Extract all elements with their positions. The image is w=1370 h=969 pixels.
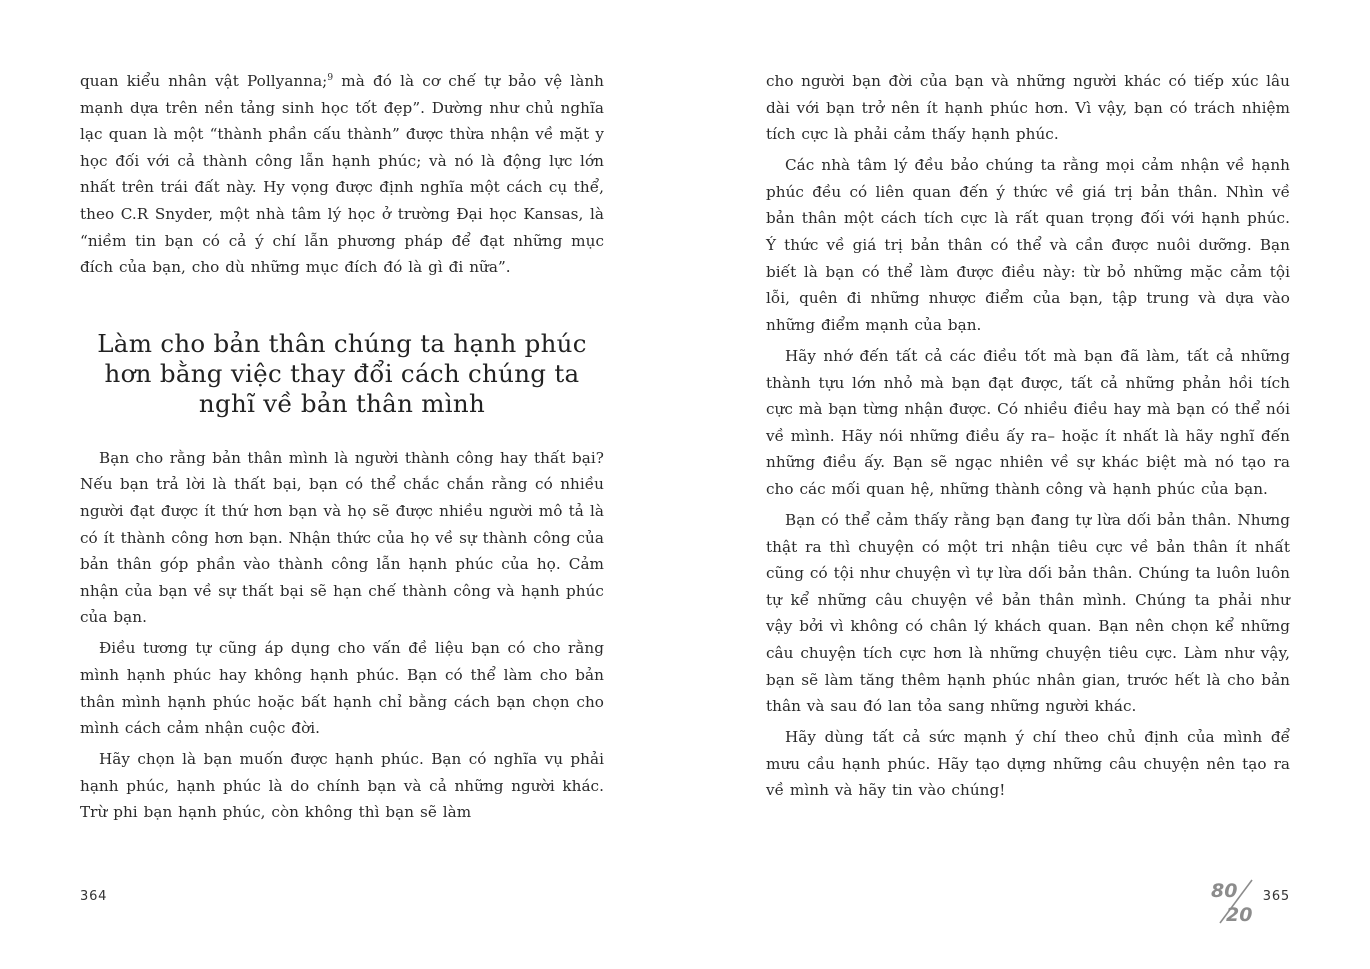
page-number-left: 364 [80, 889, 108, 904]
paragraph-text: quan kiểu nhân vật Pollyanna; [80, 72, 328, 90]
body-paragraph: Bạn có thể cảm thấy rằng bạn đang tự lừa dối bản thân. Nhưng thật ra thì chuyện có một tri nhận tiêu cực về bản thân ít nhất cũng có tội như chuyện vì tự lừa dối bản thân. Chúng ta luôn luôn tự kể những câu chuyện về bản thân mình. Chúng ta phải như vậy bởi vì không có chân lý khách quan. Bạn nên chọn kể những câu chuyện tích cực hơn là những chuyện tiêu cực. Làm như vậy, bạn sẽ làm tăng thêm hạnh phúc nhân gian, trước hết là cho bản thân và sau đó lan tỏa sang những người khác. [766, 511, 1290, 716]
section-heading: Làm cho bản thân chúng ta hạnh phúc hơn bằng việc thay đổi cách chúng ta nghĩ về bản thân mình [97, 328, 587, 418]
continuation-paragraph [80, 68, 604, 281]
body-paragraph: Điều tương tự cũng áp dụng cho vấn đề liệu bạn có cho rằng mình hạnh phúc hay không hạnh phúc. Bạn có thể làm cho bản thân mình hạnh phúc hoặc bất hạnh chỉ bằng cách bạn chọn cho mình cách cảm nhận cuộc đời. [80, 639, 604, 738]
footnote-marker[interactable]: 9 [327, 72, 334, 83]
logo-bottom-text: 20 [1226, 904, 1253, 925]
page-number-right: 365 [1262, 889, 1290, 904]
continuation-paragraph: cho người bạn đời của bạn và những người khác có tiếp xúc lâu dài với bạn trở nên ít hạnh phúc hơn. Vì vậy, bạn có trách nhiệm tích cực là phải cảm thấy hạnh phúc. [766, 72, 1290, 144]
left-page-content [80, 68, 604, 831]
right-page [766, 0, 1290, 969]
body-paragraph: Hãy dùng tất cả sức mạnh ý chí theo chủ định của mình để mưu cầu hạnh phúc. Hãy tạo dựng những câu chuyện nên tạo ra về mình và hãy tin vào chúng! [766, 728, 1290, 800]
paragraph-text: mà đó là cơ chế tự bảo vệ lành mạnh dựa trên nền tảng sinh học tốt đẹp”. Dường như chủ nghĩa lạc quan là một “thành phần cấu thành” được thừa nhận về mặt y học đối với cả thành công lẫn hạnh phúc; và nó là động lực lớn nhất trên trái đất này. Hy vọng được định nghĩa một cách cụ thể, theo C.R Snyder, một nhà tâm lý học ở trường Đại học Kansas, là “niềm tin bạn có cả ý chí lẫn phương pháp để đạt những mục đích của bạn, cho dù những mục đích đó là gì đi nữa”. [80, 72, 604, 277]
logo-top-text: 80 [1211, 880, 1238, 902]
left-page [80, 0, 604, 969]
body-paragraph: Các nhà tâm lý đều bảo chúng ta rằng mọi cảm nhận về hạnh phúc đều có liên quan đến ý thức về giá trị bản thân. Nhìn về bản thân một cách tích cực là rất quan trọng đối với hạnh phúc. Ý thức về giá trị bản thân có thể và cần được nuôi dưỡng. Bạn biết là bạn có thể làm được điều này: từ bỏ những mặc cảm tội lỗi, quên đi những nhược điểm của bạn, tập trung và dựa vào những điểm mạnh của bạn. [766, 156, 1290, 334]
80-20-logo-icon [1211, 877, 1263, 925]
right-page-content [766, 68, 1290, 809]
body-paragraph: Hãy nhớ đến tất cả các điều tốt mà bạn đã làm, tất cả những thành tựu lớn nhỏ mà bạn đạt được, tất cả những phản hồi tích cực mà bạn từng nhận được. Có nhiều điều hay mà bạn có thể nói về mình. Hãy nói những điều ấy ra– hoặc ít nhất là hãy nghĩ đến những điều ấy. Bạn sẽ ngạc nhiên về sự khác biệt mà nó tạo ra cho các mối quan hệ, những thành công và hạnh phúc của bạn. [766, 346, 1290, 498]
body-paragraph: Hãy chọn là bạn muốn được hạnh phúc. Bạn có nghĩa vụ phải hạnh phúc, hạnh phúc là do chính bạn và cả những người khác. Trừ phi bạn hạnh phúc, còn không thì bạn sẽ làm [80, 750, 604, 822]
body-paragraph: Bạn cho rằng bản thân mình là người thành công hay thất bại? Nếu bạn trả lời là thất bại, bạn có thể chắc chắn rằng có nhiều người đạt được ít thứ hơn bạn và họ sẽ được nhiều người mô tả là có ít thành công hơn bạn. Nhận thức của họ về sự thành công của bản thân góp phần vào thành công lẫn hạnh phúc của họ. Cảm nhận của bạn về sự thất bại sẽ hạn chế thành công và hạnh phúc của bạn. [80, 448, 604, 627]
